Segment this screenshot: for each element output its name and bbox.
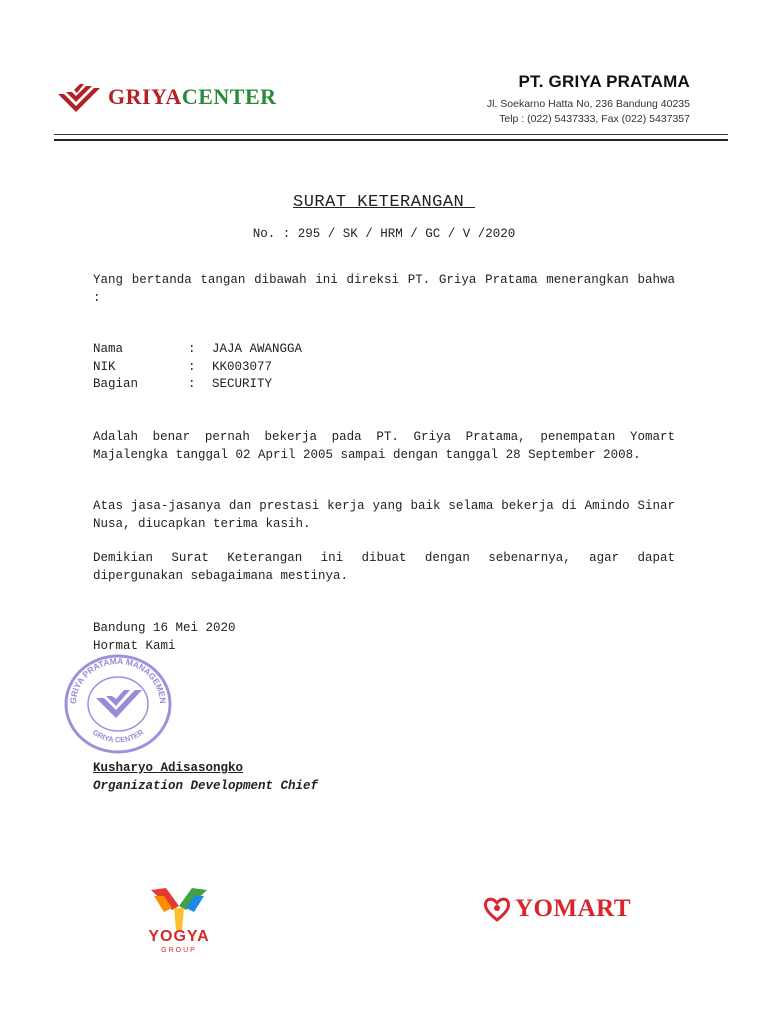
letter-title: SURAT KETERANGAN bbox=[293, 193, 475, 212]
yogya-group-label: GROUP bbox=[161, 947, 197, 954]
company-header bbox=[487, 72, 690, 127]
detail-row-nik: NIK : KK003077 bbox=[93, 359, 302, 377]
stamp-bottom-text: GRIYA CENTER bbox=[90, 727, 146, 745]
closing-block bbox=[93, 620, 236, 655]
stamp-ring-text: GRIYA PRATAMA MANAGEMEN bbox=[67, 655, 169, 705]
svg-text:GRIYA CENTER bbox=[91, 727, 146, 744]
yomart-heart-icon bbox=[483, 896, 511, 922]
signer-block bbox=[93, 760, 318, 795]
thanks-paragraph: Atas jasa-jasanya dan prestasi kerja yang baik selama bekerja di Amindo Sinar Nusa, diucapkan terima kasih. bbox=[93, 499, 675, 531]
yomart-logo bbox=[483, 895, 631, 923]
employment-paragraph: Adalah benar pernah bekerja pada PT. Griya Pratama, penempatan Yomart Majalengka tanggal 02 April 2005 sampai dengan tanggal 28 September 2008. bbox=[93, 430, 675, 462]
yogya-wordmark: YOGYA bbox=[148, 928, 210, 945]
company-stamp bbox=[62, 652, 174, 761]
griya-chevron-icon bbox=[56, 80, 102, 114]
employee-department: SECURITY bbox=[212, 377, 273, 391]
header-divider-thin bbox=[54, 134, 728, 135]
regards: Hormat Kami bbox=[93, 638, 176, 653]
griya-center-logo bbox=[56, 80, 277, 114]
company-phone: Telp : (022) 5437333, Fax (022) 5437357 bbox=[499, 113, 690, 125]
employee-name: JAJA AWANGGA bbox=[212, 342, 303, 356]
detail-row-department: Bagian : SECURITY bbox=[93, 376, 302, 394]
griya-center-wordmark: GRIYACENTER bbox=[108, 84, 277, 109]
stamp-seal-icon bbox=[62, 652, 174, 756]
svg-text:GRIYA PRATAMA MANAGEMENT bbox=[62, 652, 168, 704]
intro-paragraph: Yang bertanda tangan dibawah ini direksi PT. Griya Pratama menerangkan bahwa : bbox=[93, 273, 675, 305]
yogya-group-logo bbox=[124, 878, 234, 967]
letter-number: No. : 295 / SK / HRM / GC / V /2020 bbox=[252, 227, 516, 241]
signer-name: Kusharyo Adisasongko bbox=[93, 761, 244, 775]
place-date: Bandung 16 Mei 2020 bbox=[93, 621, 236, 635]
header-divider-thick bbox=[54, 139, 728, 141]
detail-row-name: Nama : JAJA AWANGGA bbox=[93, 341, 302, 359]
employee-details bbox=[93, 341, 302, 394]
employee-nik: KK003077 bbox=[212, 359, 273, 374]
yomart-wordmark: YOMART bbox=[515, 895, 632, 922]
signer-title: Organization Development Chief bbox=[93, 778, 319, 793]
company-name: PT. GRIYA PRATAMA bbox=[518, 72, 690, 91]
closing-paragraph: Demikian Surat Keterangan ini dibuat dengan sebenarnya, agar dapat dipergunakan sebagaimana mestinya. bbox=[93, 551, 675, 583]
company-address: Jl. Soekarno Hatta No, 236 Bandung 40235 bbox=[486, 98, 690, 110]
